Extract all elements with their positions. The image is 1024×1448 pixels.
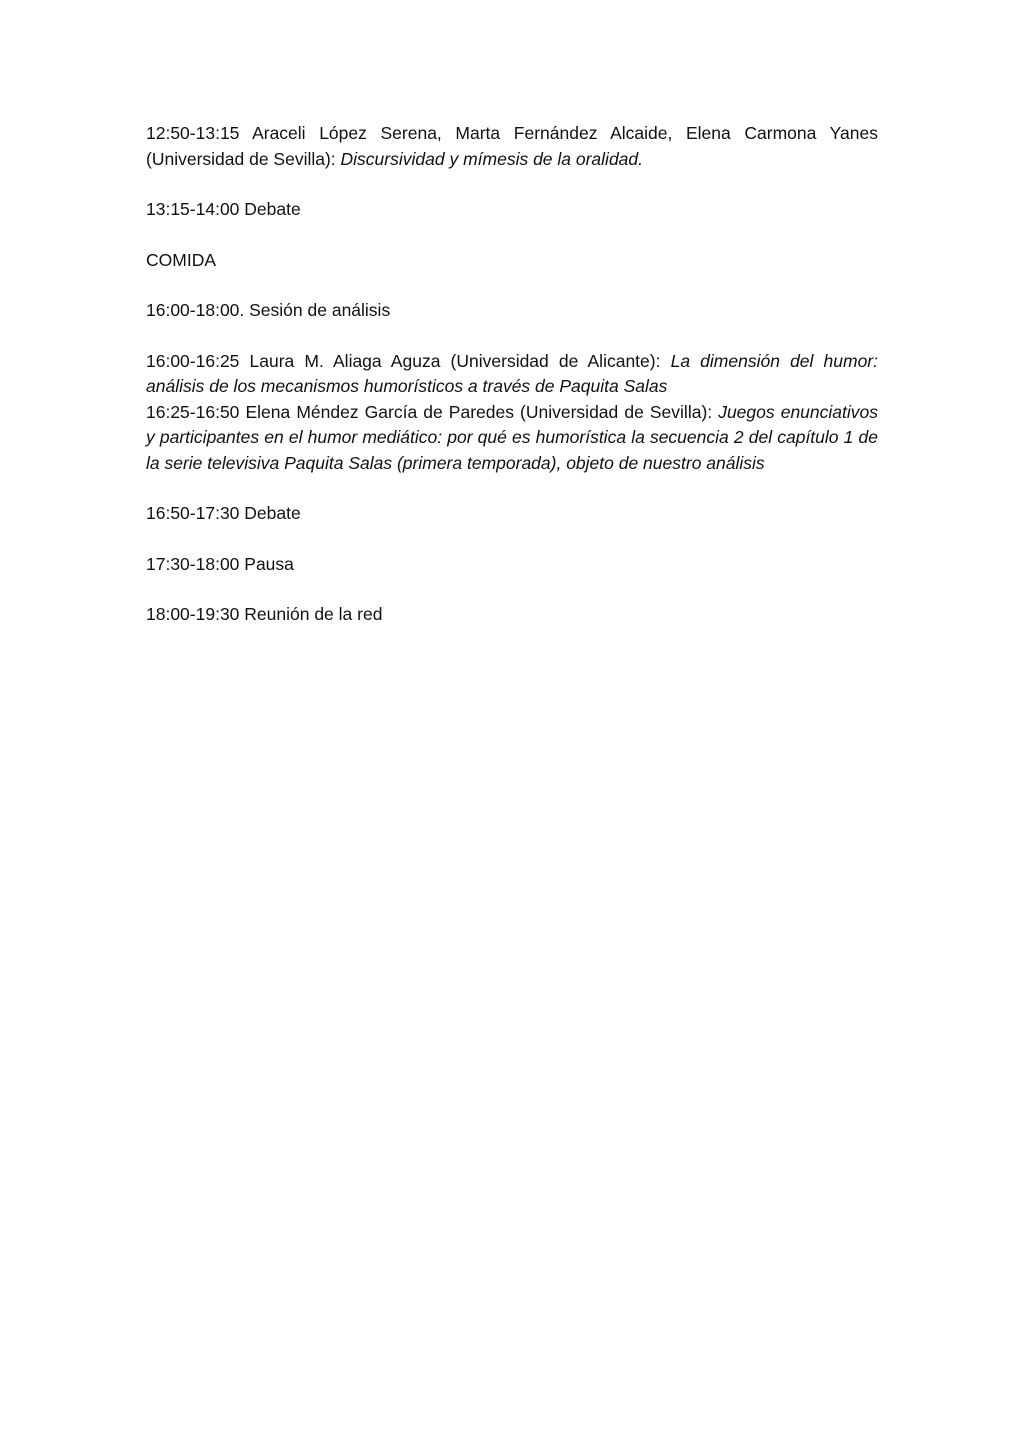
talk-title: La dimensión del humor: análisis de los mecanismos humorísticos a través de Paquita Salas xyxy=(146,350,879,396)
program-schedule xyxy=(146,121,878,653)
talk-speakers: 12:50-13:15 Araceli López Serena, Marta Fernández Alcaide, Elena Carmona Yanes (Universidad de Sevilla): xyxy=(146,123,878,169)
schedule-entry-lunch: COMIDA xyxy=(146,249,216,270)
schedule-entry-meeting: 18:00-19:30 Reunión de la red xyxy=(146,604,383,624)
talk-title: Discursividad y mímesis de la oralidad. xyxy=(340,148,644,169)
schedule-entry-talk xyxy=(146,349,878,400)
talk-speakers: 16:25-16:50 Elena Méndez García de Paredes (Universidad de Sevilla): xyxy=(146,401,719,422)
schedule-entry-debate: 13:15-14:00 Debate xyxy=(146,199,301,219)
schedule-entry-talk xyxy=(146,121,878,172)
talk-speakers: 16:00-16:25 Laura M. Aliaga Aguza (Universidad de Alicante): xyxy=(146,350,671,371)
talk-title: Juegos enunciativos y participantes en el humor mediático: por qué es humorística la secuencia 2 del capítulo 1 de la serie televisiva Paquita Salas (primera temporada), objeto de nuestro análisis xyxy=(146,401,878,473)
schedule-entry-break: 17:30-18:00 Pausa xyxy=(146,553,294,574)
session-heading: 16:00-18:00. Sesión de análisis xyxy=(146,300,391,320)
schedule-entry-talk xyxy=(146,400,878,477)
schedule-entry-debate: 16:50-17:30 Debate xyxy=(146,503,301,523)
